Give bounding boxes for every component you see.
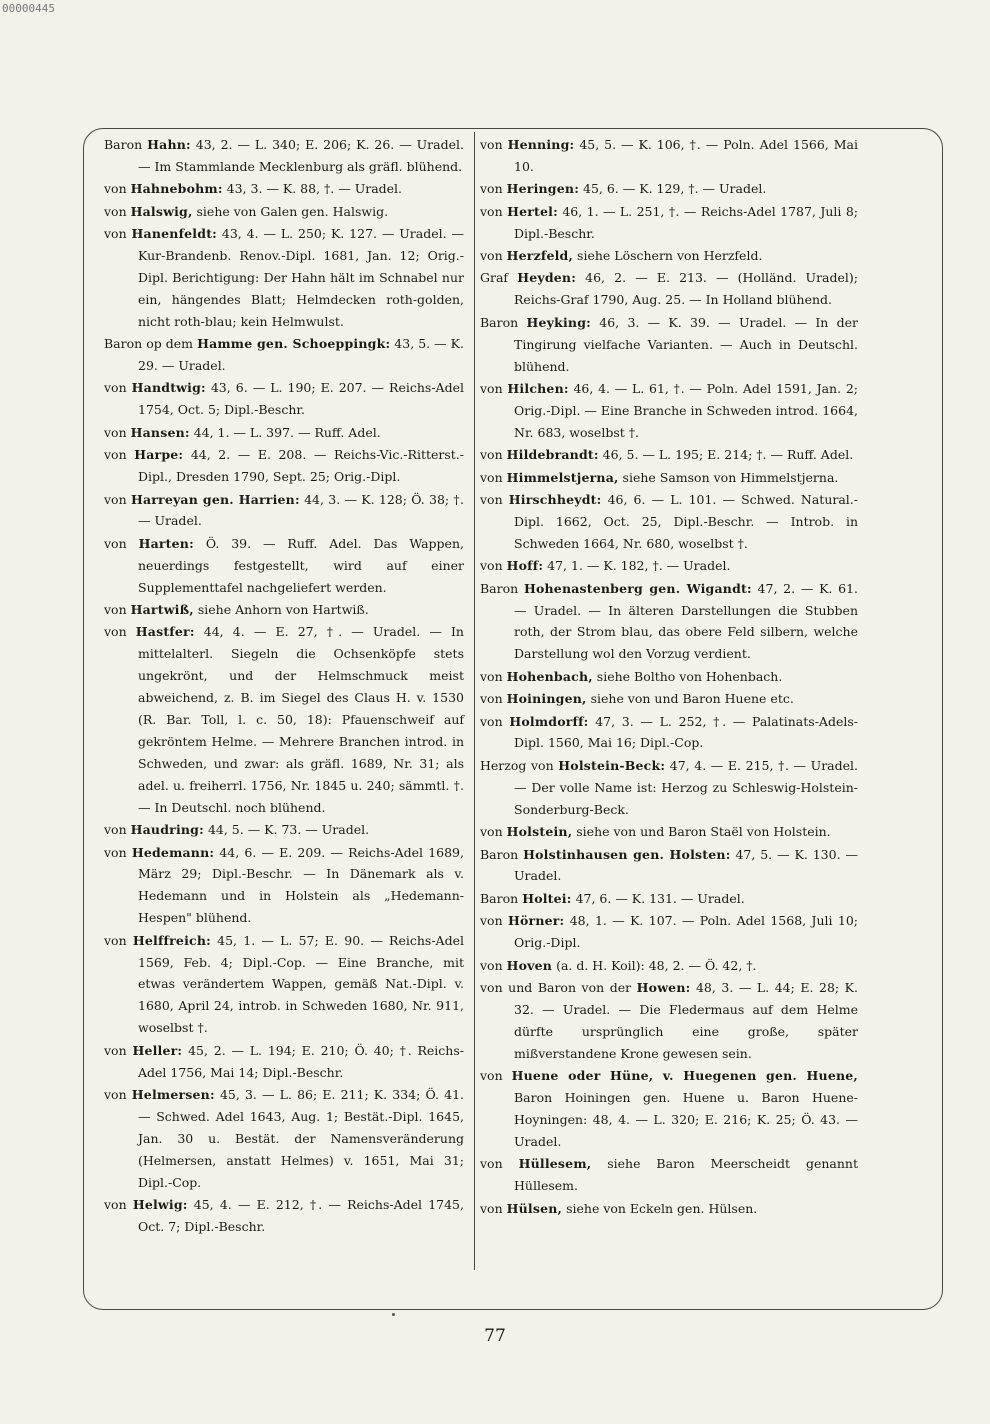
entry-text: 47, 1. — K. 182, †. — Uradel. (547, 558, 731, 574)
entry-prefix: Herzog von (480, 757, 554, 773)
right-column (480, 134, 858, 1220)
entry-prefix: von (480, 380, 503, 396)
entry-name: Holstein, (506, 824, 573, 840)
entry-text: siehe Anhorn von Hartwiß. (197, 602, 369, 618)
entry-prefix: von (104, 624, 127, 640)
entry-prefix: von (480, 691, 503, 707)
entry-prefix: von (480, 469, 503, 485)
register-entry (104, 533, 464, 599)
entry-prefix: von (480, 558, 503, 574)
register-entry (104, 489, 464, 533)
entry-name: Henning: (507, 137, 575, 152)
register-entry (480, 1198, 858, 1220)
register-entry (480, 955, 858, 977)
entry-name: Hörner: (508, 913, 565, 929)
entry-text: siehe von Galen gen. Halswig. (196, 203, 389, 219)
entry-text: (a. d. H. Koil): 48, 2. — Ö. 42, †. (556, 957, 757, 973)
entry-name: Hahn: (147, 137, 191, 152)
entry-name: Hohenastenberg gen. Wigandt: (523, 580, 752, 596)
register-entry (480, 178, 858, 200)
entry-text: 47, 5. — K. 130. — Uradel. (514, 846, 858, 884)
entry-prefix: Baron (104, 137, 143, 152)
entry-text: siehe Samson von Himmelstjerna. (622, 469, 839, 485)
entry-name: Hanenfeldt: (131, 226, 217, 242)
entry-text: 47, 3. — L. 252, †. — Palatinats-Adels-Dipl. 1560, Mai 16; Dipl.-Cop. (514, 713, 858, 751)
register-entry (480, 821, 858, 843)
entry-prefix: von (104, 380, 127, 396)
entry-name: Hülsen, (506, 1200, 563, 1216)
register-entry (480, 666, 858, 688)
entry-prefix: von und Baron von der (480, 979, 632, 995)
entry-name: Heyking: (526, 314, 591, 330)
register-entry (480, 378, 858, 444)
register-entry (480, 267, 858, 311)
entry-name: Hedemann: (131, 844, 215, 860)
entry-prefix: von (480, 1068, 503, 1084)
entry-name: Hamme gen. Schoeppingk: (197, 336, 391, 352)
entry-text: 45, 4. — E. 212, †. — Reichs-Adel 1745, Oct. 7; Dipl.-Beschr. (138, 1197, 464, 1234)
entry-name: Holstinhausen gen. Holsten: (523, 846, 731, 862)
entry-name: Hartwiß, (130, 602, 194, 618)
entry-name: Hoiningen, (506, 691, 587, 707)
register-entry (480, 578, 858, 666)
entry-name: Huene oder Hüne, v. Huegenen gen. Huene, (511, 1068, 858, 1084)
register-entry (104, 819, 464, 841)
register-entry (104, 333, 464, 377)
entry-text: siehe von und Baron Staël von Holstein. (576, 824, 831, 840)
register-entry (104, 201, 464, 223)
column-divider (474, 132, 475, 1270)
entry-name: Himmelstjerna, (506, 469, 619, 485)
register-entry (480, 467, 858, 489)
entry-prefix: von (480, 713, 503, 729)
entry-name: Hansen: (130, 424, 190, 440)
entry-text: 44, 3. — K. 128; Ö. 38; †. — Uradel. (138, 491, 464, 529)
entry-prefix: Graf (480, 270, 509, 286)
entry-name: Handtwig: (131, 380, 206, 396)
entry-prefix: von (104, 602, 127, 618)
entry-prefix: von (104, 424, 127, 440)
register-entry (104, 842, 464, 930)
entry-text: 46, 3. — K. 39. — Uradel. — In der Tingirung vielfache Varianten. — Auch in Deutschl. blühend. (514, 314, 859, 374)
entry-name: Hertel: (507, 203, 558, 219)
register-entry (480, 312, 858, 378)
entry-prefix: von (480, 824, 503, 840)
entry-text: siehe Boltho von Hohenbach. (596, 668, 783, 684)
entry-text: 45, 6. — K. 129, †. — Uradel. (583, 181, 767, 197)
register-entry (104, 422, 464, 444)
entry-text: Ö. 39. — Ruff. Adel. Das Wappen, neuerdings festgestellt, wird auf einer Supplementtafel nachgeliefert werden. (138, 535, 464, 595)
entry-prefix: von (104, 844, 127, 860)
register-entry (480, 201, 858, 245)
entry-text: 43, 3. — K. 88, †. — Uradel. (226, 181, 403, 197)
entry-prefix: von (104, 822, 127, 838)
entry-prefix: von (480, 181, 503, 197)
entry-prefix: von (480, 447, 503, 463)
entry-text: 48, 1. — K. 107. — Poln. Adel 1568, Juli 10; Orig.-Dipl. (514, 913, 858, 951)
entry-prefix: Baron (480, 890, 519, 906)
entry-text: 45, 1. — L. 57; E. 90. — Reichs-Adel 1569, Feb. 4; Dipl.-Cop. — Eine Branche, mit etwas verändertem Wappen, gemäß Nat.-Dipl. v. 1680, April 24, introb. in Schweden 1680, Nr. 911, woselbst †. (138, 932, 464, 1036)
entry-text: 43, 4. — L. 250; K. 127. — Uradel. — Kur-Brandenb. Renov.-Dipl. 1681, Jan. 12; Orig.-Dipl. Berichtigung: Der Hahn hält im Schnabel nur ein, hängendes Blatt; Helmdecken roth-golden, nicht roth-blau; kein Helmwulst. (138, 226, 464, 329)
entry-prefix: von (104, 181, 127, 197)
entry-name: Harreyan gen. Harrien: (130, 491, 300, 507)
register-entry (480, 134, 858, 178)
register-entry (480, 688, 858, 710)
register-entry (104, 377, 464, 421)
register-entry (104, 930, 464, 1040)
entry-name: Hirschheydt: (508, 492, 602, 507)
entry-name: Hüllesem, (518, 1156, 592, 1172)
entry-prefix: von (480, 913, 503, 929)
entry-prefix: von (480, 1200, 503, 1216)
entry-prefix: Baron op dem (104, 336, 194, 352)
register-entry (104, 134, 464, 178)
entry-prefix: von (104, 1197, 127, 1212)
entry-name: Heringen: (506, 181, 580, 197)
entry-name: Harpe: (134, 447, 184, 463)
entry-text: siehe Löschern von Herzfeld. (577, 248, 763, 264)
scan-id: 00000445 (2, 2, 55, 15)
entry-name: Heller: (132, 1042, 183, 1058)
register-entry (480, 1153, 858, 1197)
entry-prefix: von (104, 1086, 127, 1102)
entry-prefix: von (480, 668, 503, 684)
entry-prefix: von (104, 447, 127, 463)
entry-text: 44, 6. — E. 209. — Reichs-Adel 1689, März 29; Dipl.-Beschr. — In Dänemark als v. Hedemann und in Holstein als „Hedemann-Hespen" blühend. (138, 844, 464, 926)
register-entry (480, 555, 858, 577)
register-entry (104, 1084, 464, 1194)
entry-text: 43, 2. — L. 340; E. 206; K. 26. — Uradel. — Im Stammlande Mecklenburg als gräfl. blühend. (138, 137, 464, 174)
register-entry (480, 1065, 858, 1153)
entry-name: Helwig: (132, 1197, 188, 1212)
entry-name: Howen: (636, 979, 691, 995)
entry-text: Baron Hoiningen gen. Huene u. Baron Huene-Hoyningen: 48, 4. — L. 320; E. 216; K. 25; Ö. 43. — Uradel. (514, 1089, 858, 1149)
entry-prefix: von (480, 492, 503, 507)
entry-name: Hahnebohm: (130, 181, 223, 197)
register-entry (480, 910, 858, 954)
register-entry (104, 178, 464, 200)
entry-prefix: von (480, 248, 503, 264)
entry-text: 46, 6. — L. 101. — Schwed. Natural.-Dipl. 1662, Oct. 25, Dipl.-Beschr. — Introb. in Schweden 1664, Nr. 680, woselbst †. (514, 492, 858, 551)
register-entry (104, 223, 464, 333)
entry-name: Haudring: (130, 822, 204, 838)
entry-prefix: von (480, 203, 503, 219)
entry-name: Holstein-Beck: (558, 757, 666, 773)
entry-text: 47, 4. — E. 215, †. — Uradel. — Der volle Name ist: Herzog zu Schleswig-Holstein-Sonderburg-Beck. (514, 757, 859, 817)
entry-text: 44, 1. — L. 397. — Ruff. Adel. (193, 424, 381, 440)
register-entry (480, 844, 858, 888)
entry-name: Hohenbach, (506, 668, 593, 684)
register-entry (104, 444, 464, 488)
entry-text: 44, 5. — K. 73. — Uradel. (207, 822, 370, 838)
entry-text: 45, 5. — K. 106, †. — Poln. Adel 1566, Mai 10. (514, 137, 858, 174)
entry-prefix: von (104, 203, 127, 219)
entry-prefix: von (104, 1042, 127, 1058)
entry-name: Holtei: (522, 890, 572, 906)
entry-text: 47, 6. — K. 131. — Uradel. (575, 890, 745, 906)
entry-name: Helmersen: (131, 1086, 215, 1102)
entry-text: 46, 2. — E. 213. — (Holländ. Uradel); Reichs-Graf 1790, Aug. 25. — In Holland blühend. (514, 270, 858, 308)
page-number: 77 (484, 1326, 506, 1346)
entry-name: Harten: (138, 535, 194, 551)
entry-text: 47, 2. — K. 61. — Uradel. — In älteren Darstellungen die Stubben roth, der Strom blau, das obere Feld silbern, welche Darstellung wol den Vorzug verdient. (514, 580, 858, 662)
entry-text: 48, 3. — L. 44; E. 28; K. 32. — Uradel. — Die Fledermaus auf dem Helme dürfte ursprünglich eine große, später mißverstandene Krone gewesen sein. (514, 979, 858, 1061)
entry-text: 46, 4. — L. 61, †. — Poln. Adel 1591, Jan. 2; Orig.-Dipl. — Eine Branche in Schweden introd. 1664, Nr. 683, woselbst †. (514, 380, 859, 440)
left-column (104, 134, 464, 1238)
entry-text: 43, 5. — K. 29. — Uradel. (138, 336, 464, 374)
entry-prefix: Baron (480, 580, 519, 596)
register-entry (104, 599, 464, 621)
register-entry (104, 621, 464, 818)
entry-name: Hastfer: (135, 624, 195, 640)
entry-text: 43, 6. — L. 190; E. 207. — Reichs-Adel 1754, Oct. 5; Dipl.-Beschr. (138, 380, 464, 418)
entry-prefix: Baron (480, 314, 519, 330)
entry-text: 45, 3. — L. 86; E. 211; K. 334; Ö. 41. — Schwed. Adel 1643, Aug. 1; Bestät.-Dipl. 1645, Jan. 30 u. Bestät. der Namensveränderung (Helmersen, anstatt Helmes) v. 1651, Mai 31; Dipl.-Cop. (138, 1086, 464, 1190)
entry-name: Herzfeld, (506, 248, 574, 264)
entry-prefix: von (480, 137, 503, 152)
register-entry (480, 711, 858, 755)
entry-name: Hoven (506, 957, 553, 973)
ink-dot (392, 1313, 395, 1316)
entry-prefix: von (104, 535, 127, 551)
register-entry (104, 1194, 464, 1238)
entry-text: siehe Baron Meerscheidt genannt Hüllesem. (514, 1156, 858, 1194)
entry-prefix: von (480, 957, 503, 973)
register-entry (480, 444, 858, 466)
entry-text: 46, 1. — L. 251, †. — Reichs-Adel 1787, Juli 8; Dipl.-Beschr. (514, 203, 858, 241)
entry-prefix: von (104, 932, 127, 948)
entry-text: siehe von und Baron Huene etc. (590, 691, 794, 707)
entry-text: 46, 5. — L. 195; E. 214; †. — Ruff. Adel. (602, 447, 854, 463)
entry-name: Holmdorff: (509, 713, 589, 729)
entry-text: siehe von Eckeln gen. Hülsen. (566, 1200, 758, 1216)
register-entry (480, 977, 858, 1065)
entry-text: 44, 2. — E. 208. — Reichs-Vic.-Ritterst.-Dipl., Dresden 1790, Sept. 25; Orig.-Dipl. (138, 447, 464, 485)
entry-prefix: Baron (480, 846, 519, 862)
entry-prefix: von (104, 491, 127, 507)
entry-prefix: von (104, 226, 127, 242)
register-entry (480, 888, 858, 910)
entry-text: 44, 4. — E. 27, †. — Uradel. — In mittelalterl. Siegeln die Ochsenköpfe stets ungekrönt, und der Helmschmuck meist abweichend, z. B. im Siegel des Claus H. v. 1530 (R. Bar. Toll, l. c. 50, 18): Pfauenschweif auf gekröntem Helme. — Mehrere Branchen introd. in Schweden, und zwar: als gräfl. 1689, Nr. 31; als adel. u. freiherrl. 1756, Nr. 1845 u. 240; sämmtl. †. — In Deutschl. noch blühend. (138, 624, 464, 815)
entry-name: Halswig, (130, 203, 193, 219)
register-entry (104, 1040, 464, 1084)
entry-name: Hoff: (506, 558, 544, 574)
entry-text: 45, 2. — L. 194; E. 210; Ö. 40; †. Reichs-Adel 1756, Mai 14; Dipl.-Beschr. (138, 1042, 464, 1080)
entry-name: Hilchen: (507, 380, 569, 396)
entry-name: Heyden: (517, 270, 577, 286)
register-entry (480, 489, 858, 555)
entry-name: Helffreich: (132, 932, 211, 948)
register-entry (480, 755, 858, 821)
register-entry (480, 245, 858, 267)
entry-name: Hildebrandt: (506, 447, 599, 463)
entry-prefix: von (480, 1156, 503, 1172)
